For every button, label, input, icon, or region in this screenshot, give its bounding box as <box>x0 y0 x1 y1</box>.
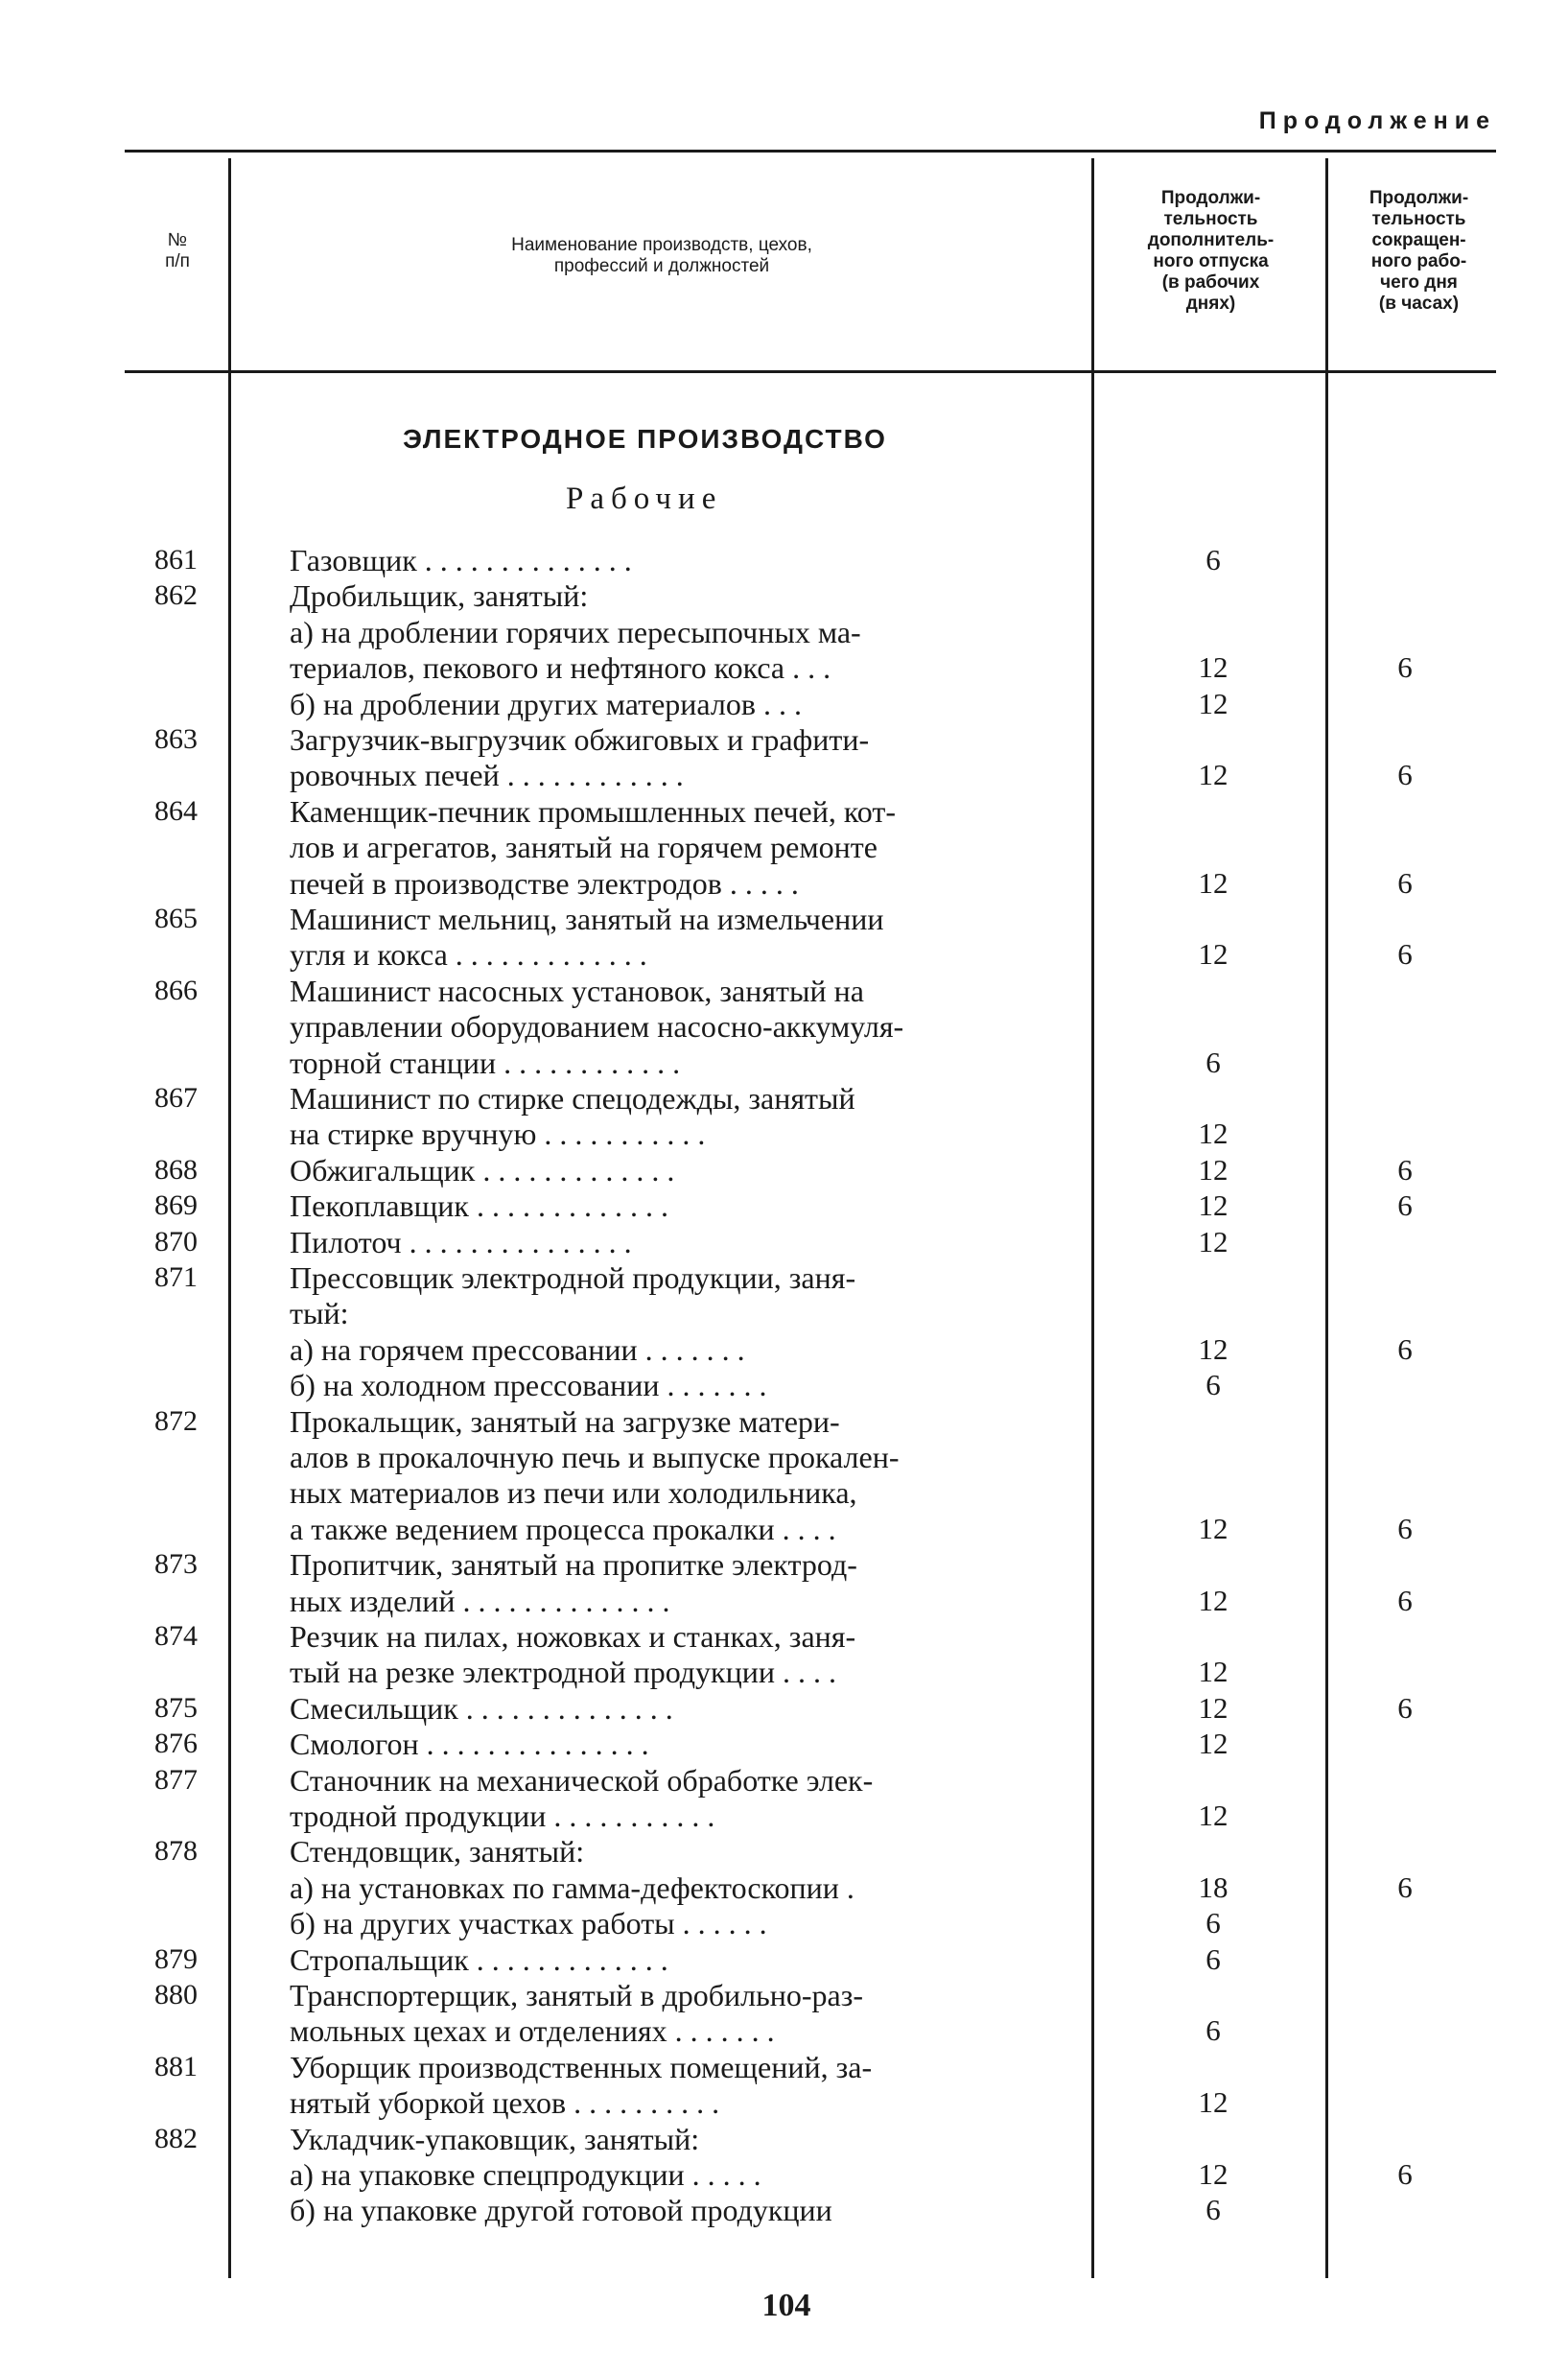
row-vacation-days: 12 <box>1198 650 1229 684</box>
row-short-day-hours: 6 <box>1397 2157 1413 2191</box>
continued-label: Продолжение <box>1258 107 1496 134</box>
row-text: Прессовщик электродной продукции, заня- <box>290 1260 856 1295</box>
row-text: а) на упаковке спецпродукции . . . . . <box>290 2157 761 2192</box>
row-number: 866 <box>154 975 198 1006</box>
table-row <box>0 722 1568 757</box>
row-text: торной станции . . . . . . . . . . . . <box>290 1046 681 1080</box>
row-short-day-hours: 6 <box>1397 650 1413 684</box>
table-row <box>0 1404 1568 1439</box>
row-text: Транспортерщик, занятый в дробильно-раз- <box>290 1978 863 2012</box>
row-vacation-days: 12 <box>1198 1225 1229 1258</box>
row-text: Резчик на пилах, ножовках и станках, заня- <box>290 1619 856 1654</box>
row-number: 877 <box>154 1764 198 1796</box>
row-text: ных материалов из печи или холодильника, <box>290 1475 857 1510</box>
table-row <box>0 1834 1568 1869</box>
row-vacation-days: 12 <box>1198 687 1229 720</box>
row-number: 869 <box>154 1189 198 1221</box>
table-row <box>0 1870 1568 1905</box>
row-number: 881 <box>154 2051 198 2082</box>
row-vacation-days: 12 <box>1198 2085 1229 2119</box>
row-number: 864 <box>154 795 198 827</box>
table-row <box>0 1619 1568 1654</box>
row-text: териалов, пекового и нефтяного кокса . . . <box>290 650 831 685</box>
row-text: Стропальщик . . . . . . . . . . . . . <box>290 1942 668 1977</box>
table-row <box>0 830 1568 864</box>
table-row <box>0 1009 1568 1044</box>
table-row <box>0 1440 1568 1474</box>
row-text: б) на упаковке другой готовой продукции <box>290 2193 832 2227</box>
table-row <box>0 902 1568 936</box>
row-text: Каменщик-печник промышленных печей, кот- <box>290 794 897 829</box>
row-vacation-days: 6 <box>1205 1906 1221 1940</box>
row-text: а) на горячем прессовании . . . . . . . <box>290 1332 745 1367</box>
row-text: лов и агрегатов, занятый на горячем ремонте <box>290 830 878 864</box>
row-vacation-days: 12 <box>1198 937 1229 971</box>
row-vacation-days: 6 <box>1205 1942 1221 1976</box>
row-short-day-hours: 6 <box>1397 1153 1413 1187</box>
row-text: тый на резке электродной продукции . . . . <box>290 1655 836 1689</box>
row-text: алов в прокалочную печь и выпуске прокален- <box>290 1440 900 1474</box>
row-short-day-hours: 6 <box>1397 1188 1413 1222</box>
row-vacation-days: 18 <box>1198 1870 1229 1904</box>
row-number: 861 <box>154 544 198 576</box>
row-short-day-hours: 6 <box>1397 1691 1413 1725</box>
table-row <box>0 1081 1568 1116</box>
row-vacation-days: 6 <box>1205 1368 1221 1401</box>
row-number: 867 <box>154 1082 198 1114</box>
row-text: а также ведением процесса прокалки . . . . <box>290 1512 836 1546</box>
row-vacation-days: 12 <box>1198 1691 1229 1725</box>
table-row <box>0 2085 1568 2120</box>
row-vacation-days: 12 <box>1198 1727 1229 1760</box>
row-number: 874 <box>154 1620 198 1652</box>
row-text: а) на установках по гамма-дефектоскопии . <box>290 1870 854 1905</box>
row-number: 865 <box>154 903 198 934</box>
row-number: 868 <box>154 1154 198 1186</box>
table-row <box>0 1727 1568 1761</box>
table-row <box>0 1368 1568 1402</box>
row-vacation-days: 12 <box>1198 1332 1229 1366</box>
row-vacation-days: 12 <box>1198 2157 1229 2191</box>
row-text: Загрузчик-выгрузчик обжиговых и графити- <box>290 722 870 757</box>
row-text: печей в производстве электродов . . . . . <box>290 866 799 901</box>
row-text: мольных цехах и отделениях . . . . . . . <box>290 2013 775 2048</box>
table-row <box>0 1188 1568 1223</box>
table-row <box>0 1153 1568 1188</box>
row-vacation-days: 12 <box>1198 1512 1229 1545</box>
row-number: 880 <box>154 1979 198 2011</box>
row-vacation-days: 6 <box>1205 1046 1221 1079</box>
section-title: ЭЛЕКТРОДНОЕ ПРОИЗВОДСТВО <box>403 424 887 454</box>
table-row <box>0 1475 1568 1510</box>
table-row <box>0 1978 1568 2012</box>
table-row <box>0 1763 1568 1798</box>
table-row <box>0 1547 1568 1582</box>
row-text: управлении оборудованием насосно-аккумуля- <box>290 1009 904 1044</box>
row-short-day-hours: 6 <box>1397 1332 1413 1366</box>
table-row <box>0 1332 1568 1367</box>
table-row <box>0 1225 1568 1259</box>
row-text: б) на других участках работы . . . . . . <box>290 1906 767 1940</box>
row-short-day-hours: 6 <box>1397 1512 1413 1545</box>
row-text: нятый уборкой цехов . . . . . . . . . . <box>290 2085 720 2120</box>
table-row <box>0 543 1568 577</box>
header-name: Наименование производств, цехов, профессий и должностей <box>511 235 812 276</box>
row-text: б) на дроблении других материалов . . . <box>290 687 802 721</box>
row-text: Станочник на механической обработке элек- <box>290 1763 874 1798</box>
table-row <box>0 687 1568 721</box>
row-number: 882 <box>154 2123 198 2154</box>
row-text: на стирке вручную . . . . . . . . . . . <box>290 1117 706 1151</box>
row-number: 875 <box>154 1692 198 1724</box>
row-vacation-days: 12 <box>1198 1117 1229 1150</box>
row-number: 872 <box>154 1405 198 1437</box>
row-text: Газовщик . . . . . . . . . . . . . . <box>290 543 632 577</box>
table-row <box>0 578 1568 613</box>
table-row <box>0 2013 1568 2048</box>
row-text: ных изделий . . . . . . . . . . . . . . <box>290 1584 670 1618</box>
row-text: Обжигальщик . . . . . . . . . . . . . <box>290 1153 675 1188</box>
row-vacation-days: 12 <box>1198 1799 1229 1832</box>
table-row <box>0 2122 1568 2156</box>
row-number: 878 <box>154 1835 198 1867</box>
table-row <box>0 1906 1568 1940</box>
row-number: 871 <box>154 1261 198 1293</box>
table-row <box>0 758 1568 792</box>
header-top-rule <box>125 150 1496 153</box>
row-text: Уборщик производственных помещений, за- <box>290 2050 873 2084</box>
table-row <box>0 974 1568 1008</box>
row-text: а) на дроблении горячих пересыпочных ма- <box>290 615 861 649</box>
subsection-title: Рабочие <box>566 482 723 516</box>
table-row <box>0 1512 1568 1546</box>
row-vacation-days: 6 <box>1205 2193 1221 2226</box>
row-number: 876 <box>154 1728 198 1759</box>
header-num: № п/п <box>165 230 190 271</box>
table-row <box>0 2193 1568 2227</box>
header-vacation: Продолжи- тельность дополнитель- ного отпуска (в рабочих днях) <box>1147 188 1275 314</box>
table-row <box>0 937 1568 972</box>
row-text: тый: <box>290 1296 349 1330</box>
row-text: Укладчик-упаковщик, занятый: <box>290 2122 700 2156</box>
table-row <box>0 615 1568 649</box>
row-vacation-days: 12 <box>1198 1584 1229 1617</box>
table-row <box>0 1799 1568 1833</box>
row-vacation-days: 12 <box>1198 1153 1229 1187</box>
table-row <box>0 2050 1568 2084</box>
table-row <box>0 1691 1568 1726</box>
header-short-day: Продолжи- тельность сокращен- ного рабо- чего дня (в часах) <box>1369 188 1469 314</box>
row-short-day-hours: 6 <box>1397 1870 1413 1904</box>
row-short-day-hours: 6 <box>1397 937 1413 971</box>
row-vacation-days: 12 <box>1198 866 1229 900</box>
row-number: 870 <box>154 1226 198 1258</box>
table-row <box>0 2157 1568 2192</box>
row-short-day-hours: 6 <box>1397 758 1413 791</box>
row-text: Пекоплавщик . . . . . . . . . . . . . <box>290 1188 668 1223</box>
table-row <box>0 1260 1568 1295</box>
row-text: Смесильщик . . . . . . . . . . . . . . <box>290 1691 673 1726</box>
table-row <box>0 1046 1568 1080</box>
row-vacation-days: 6 <box>1205 2013 1221 2047</box>
row-vacation-days: 6 <box>1205 543 1221 576</box>
row-text: тродной продукции . . . . . . . . . . . <box>290 1799 715 1833</box>
row-text: Пропитчик, занятый на пропитке электрод- <box>290 1547 857 1582</box>
header-bottom-rule <box>125 370 1496 373</box>
row-text: ровочных печей . . . . . . . . . . . . <box>290 758 684 792</box>
row-text: Машинист насосных установок, занятый на <box>290 974 864 1008</box>
row-number: 863 <box>154 723 198 755</box>
row-text: Машинист по стирке спецодежды, занятый <box>290 1081 855 1116</box>
row-text: Дробильщик, занятый: <box>290 578 589 613</box>
page-number: 104 <box>761 2288 811 2323</box>
table-row <box>0 1117 1568 1151</box>
row-short-day-hours: 6 <box>1397 866 1413 900</box>
table-row <box>0 1942 1568 1977</box>
row-number: 879 <box>154 1943 198 1975</box>
table-row <box>0 1296 1568 1330</box>
row-short-day-hours: 6 <box>1397 1584 1413 1617</box>
table-row <box>0 1584 1568 1618</box>
row-number: 873 <box>154 1548 198 1580</box>
row-text: Машинист мельниц, занятый на измельчении <box>290 902 884 936</box>
table-row <box>0 650 1568 685</box>
row-text: Прокальщик, занятый на загрузке матери- <box>290 1404 840 1439</box>
table-row <box>0 794 1568 829</box>
table-row <box>0 866 1568 901</box>
row-text: Смологон . . . . . . . . . . . . . . . <box>290 1727 649 1761</box>
row-number: 862 <box>154 579 198 611</box>
row-text: б) на холодном прессовании . . . . . . . <box>290 1368 767 1402</box>
row-vacation-days: 12 <box>1198 1655 1229 1688</box>
row-text: угля и кокса . . . . . . . . . . . . . <box>290 937 647 972</box>
row-text: Пилоточ . . . . . . . . . . . . . . . <box>290 1225 632 1259</box>
row-vacation-days: 12 <box>1198 758 1229 791</box>
row-vacation-days: 12 <box>1198 1188 1229 1222</box>
row-text: Стендовщик, занятый: <box>290 1834 585 1869</box>
table-row <box>0 1655 1568 1689</box>
